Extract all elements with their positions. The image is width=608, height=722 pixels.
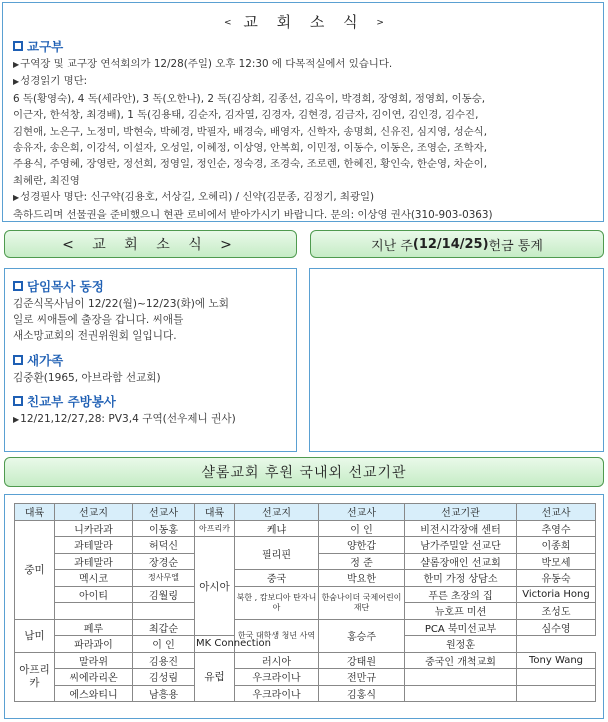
region-cell: 아시아 [195, 537, 235, 636]
table-cell: 과테말라 [55, 537, 133, 554]
section-heading-kitchen: 친교부 주방봉사 [13, 392, 288, 410]
table-cell: 비전시각장애 센터 [405, 520, 517, 537]
meeting-notice: ▶구역장 및 교구장 연석회의가 12/28(주일) 오후 12:30 에 다목적실에서 있습니다. [13, 58, 393, 70]
table-row [15, 570, 596, 587]
table-cell: 김홍식 [319, 685, 405, 702]
triangle-bullet-icon: ▶ [13, 60, 20, 69]
table-cell: PCA 북미선교부 [405, 619, 517, 636]
table-cell: 중국 [235, 570, 319, 587]
section-heading-pastor: 담임목사 동정 [13, 277, 288, 295]
table-row [15, 652, 596, 669]
table-cell: 러시아 [235, 652, 319, 669]
table-cell: 샬롬장애인 선교회 [405, 553, 517, 570]
table-cell: Victoria Hong [517, 586, 596, 603]
table-cell [133, 603, 195, 620]
writing-list: ▶성경필사 명단: 신구약(김용호, 서상길, 오혜리) / 신약(김문종, 김정기, 최광일) [13, 191, 375, 204]
pastor-news-line: 김준식목사님이 12/22(월)~12/23(화)에 노회 [13, 298, 230, 310]
table-cell: 북한 , 캄보디아 탄자니아 [235, 586, 319, 619]
church-news-panel [4, 268, 297, 452]
reading-list-label: ▶성경읽기 명단: [13, 75, 88, 88]
reading-list-line: 이근자, 한석창, 최경배), 1 독(김용태, 김순자, 김자열, 김경자, 김현경, 김금자, 김이연, 김인경, 김수진, [13, 109, 479, 122]
table-cell: 정사무엘 [133, 570, 195, 587]
table-cell: 박모세 [517, 553, 596, 570]
table-cell: 아이티 [55, 586, 133, 603]
table-cell: 필리핀 [235, 537, 319, 570]
table-header-row [15, 504, 596, 521]
table-cell: 씨에라리온 [55, 669, 133, 686]
mission-table-panel [4, 494, 604, 719]
table-cell: 심수영 [517, 619, 596, 636]
table-cell [517, 669, 596, 686]
checkbox-square-icon [13, 41, 23, 51]
new-family-line: 김중환(1965, 아브라함 선교회) [13, 371, 161, 384]
table-cell: 박요한 [319, 570, 405, 587]
section-heading-new-family: 새가족 [13, 351, 288, 369]
checkbox-square-icon [13, 396, 23, 406]
kitchen-service-line: ▶12/21,12/27,28: PV3,4 구역(선우제니 권사) [13, 412, 236, 425]
table-cell [55, 603, 133, 620]
mission-banner: 샬롬교회 후원 국내외 선교기관 [4, 457, 604, 487]
table-cell: 말라위 [55, 652, 133, 669]
church-news-top-panel [2, 2, 604, 222]
pastor-news-line: 새소망교회의 전권위원회 일입니다. [13, 330, 177, 343]
table-cell: 홍승주 [319, 619, 405, 652]
table-cell: 케냐 [235, 520, 319, 537]
table-row [15, 685, 596, 702]
table-cell: 중국인 개척교회 [405, 652, 517, 669]
table-cell: 우크라이나 [235, 685, 319, 702]
table-cell: 한국 대학생 청년 사역 [235, 619, 319, 652]
top-title: < 교 회 소 식 > [224, 13, 384, 31]
column-header: 대륙 [15, 504, 55, 521]
table-row [15, 619, 596, 636]
region-cell: 중미 [15, 520, 55, 619]
reading-list-line: 주용식, 주영혜, 장영란, 정선희, 정영일, 정인순, 정숙경, 조경숙, 조로렌, 한혜진, 황인숙, 한순영, 차순이, [13, 158, 488, 171]
reading-list-line: 6 독(황영숙), 4 독(세라안), 3 독(오한나), 2 독(김상희, 김종선, 김옥이, 박경희, 장영희, 정영희, 이동승, [13, 92, 486, 105]
reading-list-line: 김현애, 노은구, 노정미, 박현숙, 박혜경, 박필자, 배경숙, 배영자, 신학자, 송명희, 신유진, 심지영, 성순식, [13, 125, 488, 138]
table-cell: 파라과이 [55, 636, 133, 653]
table-cell: 조성도 [517, 603, 596, 620]
region-cell: 아프리카 [195, 520, 235, 537]
table-cell: 멕시코 [55, 570, 133, 587]
column-header: 대륙 [195, 504, 235, 521]
table-cell: 니카라과 [55, 520, 133, 537]
table-cell: 허덕신 [133, 537, 195, 554]
region-cell: 아프리카 [15, 652, 55, 702]
triangle-bullet-icon: ▶ [13, 77, 20, 87]
table-cell: 한숨나이더 국제어린이 재단 [319, 586, 405, 619]
column-header: 선교사 [319, 504, 405, 521]
section-heading-district: 교구부 [13, 37, 595, 55]
table-cell: 최갑순 [133, 619, 195, 636]
column-header: 선교사 [133, 504, 195, 521]
table-cell: 김성림 [133, 669, 195, 686]
column-header: 선교기관 [405, 504, 517, 521]
table-cell: 이 인 [133, 636, 195, 653]
column-header: 선교지 [235, 504, 319, 521]
table-cell [405, 685, 517, 702]
checkbox-square-icon [13, 281, 23, 291]
offering-stats-header: 지난 주 (12/14/25) 헌금 통계 [310, 230, 604, 258]
table-cell: 유동숙 [517, 570, 596, 587]
table-cell: 원정훈 [405, 636, 517, 653]
table-cell: 페루 [55, 619, 133, 636]
table-cell: MK Connection [195, 636, 235, 653]
table-cell: 강태원 [319, 652, 405, 669]
triangle-bullet-icon: ▶ [13, 193, 20, 203]
table-cell: 이동홍 [133, 520, 195, 537]
offering-stats-panel [309, 268, 604, 452]
table-cell: 이 인 [319, 520, 405, 537]
table-cell [405, 669, 517, 686]
table-cell: 장경순 [133, 553, 195, 570]
table-cell: 정 준 [319, 553, 405, 570]
region-cell: 유럽 [195, 652, 235, 702]
column-header: 선교지 [55, 504, 133, 521]
region-cell: 남미 [15, 619, 55, 652]
reading-list-line: 송유자, 송은희, 이강석, 이설자, 오성일, 이혜정, 이상영, 안복희, 이민정, 이동수, 이동은, 조영순, 조학자, [13, 142, 488, 155]
table-row [15, 669, 596, 686]
table-cell: 과테말라 [55, 553, 133, 570]
table-row [15, 586, 596, 603]
table-cell: 김월링 [133, 586, 195, 603]
table-cell: 뉴호프 미션 [405, 603, 517, 620]
table-cell: 양한갑 [319, 537, 405, 554]
table-row [15, 520, 596, 537]
table-cell [517, 685, 596, 702]
closing-note: 축하드리며 선물권을 준비했으니 현관 로비에서 받아가시기 바랍니다. 문의: 이상영 권사(310-903-0363) [13, 208, 493, 221]
table-cell: Tony Wang [517, 652, 596, 669]
pastor-news-line: 일로 씨애틀에 출장을 갑니다. 씨애틀 [13, 314, 184, 327]
table-cell: 남흥용 [133, 685, 195, 702]
column-header: 선교사 [517, 504, 596, 521]
triangle-bullet-icon: ▶ [13, 414, 20, 424]
table-cell: 한미 가정 상담소 [405, 570, 517, 587]
table-cell: 김용진 [133, 652, 195, 669]
table-row [15, 537, 596, 554]
table-cell: 푸른 초장의 집 [405, 586, 517, 603]
table-cell: 추영수 [517, 520, 596, 537]
reading-list-line: 최혜란, 최진영 [13, 174, 80, 187]
table-cell: 남가주밀알 선교단 [405, 537, 517, 554]
table-cell: 에스와티니 [55, 685, 133, 702]
table-cell: 우크라이나 [235, 669, 319, 686]
table-cell: 이종희 [517, 537, 596, 554]
church-news-header: < 교 회 소 식 > [4, 230, 297, 258]
mission-table [14, 503, 596, 702]
table-cell: 전만규 [319, 669, 405, 686]
checkbox-square-icon [13, 355, 23, 365]
